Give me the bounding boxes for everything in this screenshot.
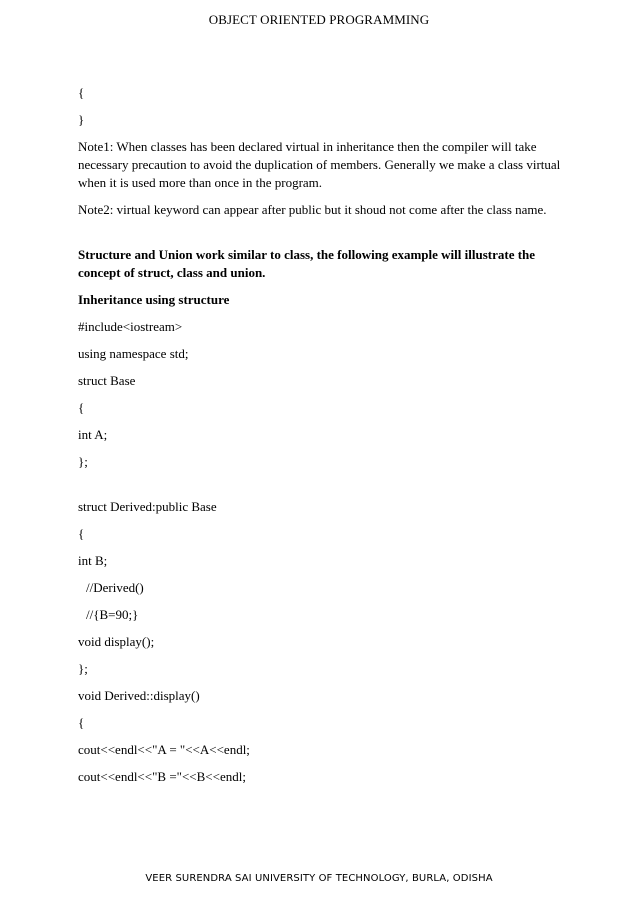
spacer <box>78 480 568 498</box>
code-line-int-b: int B; <box>78 553 108 568</box>
section-heading: Inheritance using structure <box>78 292 230 307</box>
code-line-comment-body: //{B=90;} <box>86 607 139 622</box>
spacer <box>78 228 568 246</box>
code-line-include: #include<iostream> <box>78 319 183 334</box>
code-line-display-open: { <box>78 715 85 730</box>
code-line-base-open: { <box>78 400 85 415</box>
code-line-comment-ctor: //Derived() <box>86 580 144 595</box>
code-line-derived-open: { <box>78 526 85 541</box>
code-line-base-close: }; <box>78 454 88 469</box>
code-line-int-a: int A; <box>78 427 108 442</box>
intro-paragraph: Structure and Union work similar to class, the following example will illustrate the concept of struct, class and union. <box>78 247 536 280</box>
page-footer: VEER SURENDRA SAI UNIVERSITY OF TECHNOLOGY, BURLA, ODISHA <box>145 873 493 884</box>
code-line-cout-a: cout<<endl<<"A = "<<A<<endl; <box>78 742 250 757</box>
code-line-display-decl: void display(); <box>78 634 155 649</box>
note1-paragraph: Note1: When classes has been declared virtual in inheritance then the compiler will take necessary precaution to avoid the duplication of members. Generally we make a class virtual when it is used more than once in the program. <box>78 139 561 190</box>
code-line-close-brace: } <box>78 112 85 127</box>
page-header: OBJECT ORIENTED PROGRAMMING <box>208 12 430 27</box>
code-line-namespace: using namespace std; <box>78 346 189 361</box>
code-line-struct-derived: struct Derived:public Base <box>78 499 217 514</box>
code-line-open-brace: { <box>78 85 85 100</box>
code-line-cout-b: cout<<endl<<"B ="<<B<<endl; <box>78 769 246 784</box>
document-body <box>78 84 568 795</box>
note2-paragraph: Note2: virtual keyword can appear after public but it shoud not come after the class name. <box>78 202 547 217</box>
code-line-derived-close: }; <box>78 661 88 676</box>
code-line-struct-base: struct Base <box>78 373 136 388</box>
code-line-display-def: void Derived::display() <box>78 688 200 703</box>
